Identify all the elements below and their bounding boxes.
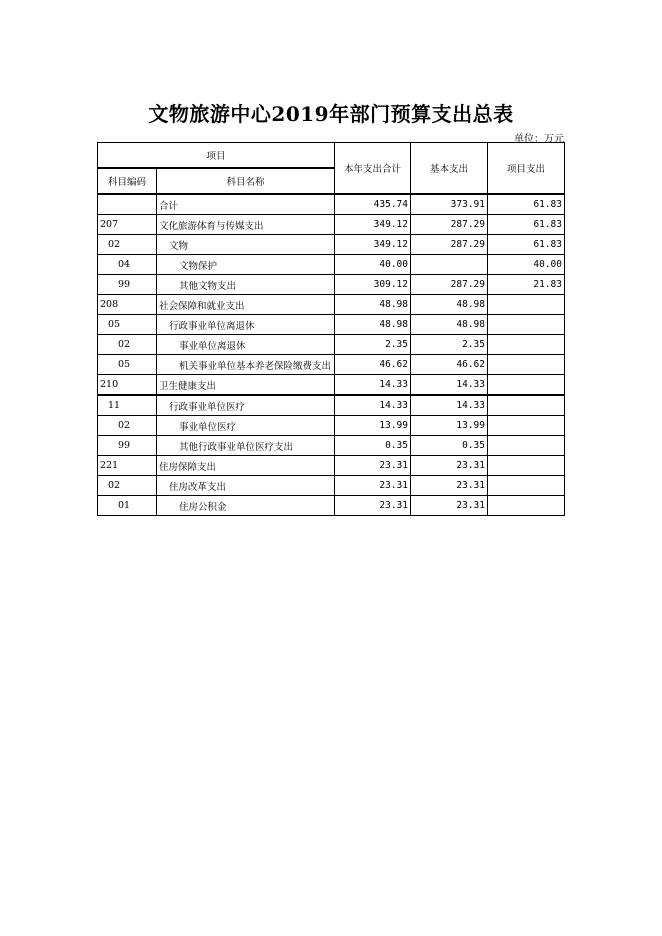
cell-total: 309.12 bbox=[335, 275, 411, 295]
cell-code: 208 bbox=[98, 295, 157, 315]
cell-name: 文物 bbox=[157, 235, 335, 255]
table-row bbox=[98, 215, 565, 235]
cell-basic: 23.31 bbox=[411, 476, 488, 496]
cell-total: 23.31 bbox=[335, 496, 411, 516]
cell-name: 事业单位离退休 bbox=[157, 335, 335, 355]
cell-basic: 287.29 bbox=[411, 235, 488, 255]
cell-name: 行政事业单位医疗 bbox=[157, 395, 335, 416]
header-total: 本年支出合计 bbox=[335, 143, 411, 195]
cell-basic: 48.98 bbox=[411, 295, 488, 315]
cell-proj bbox=[488, 456, 565, 476]
cell-code: 05 bbox=[98, 355, 157, 375]
cell-code: 02 bbox=[98, 476, 157, 496]
cell-basic: 14.33 bbox=[411, 395, 488, 416]
cell-total: 23.31 bbox=[335, 476, 411, 496]
cell-name: 其他文物支出 bbox=[157, 275, 335, 295]
cell-total: 14.33 bbox=[335, 395, 411, 416]
cell-total: 0.35 bbox=[335, 436, 411, 456]
cell-name: 机关事业单位基本养老保险缴费支出 bbox=[157, 355, 335, 375]
cell-total: 40.00 bbox=[335, 255, 411, 275]
cell-code: 02 bbox=[98, 235, 157, 255]
table-row bbox=[98, 496, 565, 516]
cell-proj: 61.83 bbox=[488, 194, 565, 215]
cell-total: 48.98 bbox=[335, 295, 411, 315]
cell-code: 01 bbox=[98, 496, 157, 516]
header-code: 科目编码 bbox=[98, 168, 157, 194]
header-project: 项目 bbox=[98, 143, 335, 169]
cell-basic: 287.29 bbox=[411, 275, 488, 295]
table-row bbox=[98, 355, 565, 375]
cell-name: 事业单位医疗 bbox=[157, 416, 335, 436]
cell-proj bbox=[488, 335, 565, 355]
cell-name: 社会保障和就业支出 bbox=[157, 295, 335, 315]
table-row bbox=[98, 375, 565, 396]
cell-name: 文物保护 bbox=[157, 255, 335, 275]
table-row bbox=[98, 395, 565, 416]
cell-proj bbox=[488, 395, 565, 416]
cell-proj bbox=[488, 476, 565, 496]
cell-code: 207 bbox=[98, 215, 157, 235]
table-row bbox=[98, 194, 565, 215]
cell-code: 11 bbox=[98, 395, 157, 416]
cell-basic: 13.99 bbox=[411, 416, 488, 436]
cell-total: 14.33 bbox=[335, 375, 411, 396]
cell-code: 210 bbox=[98, 375, 157, 396]
cell-proj bbox=[488, 355, 565, 375]
cell-name: 文化旅游体育与传媒支出 bbox=[157, 215, 335, 235]
header-row-1 bbox=[98, 143, 565, 169]
cell-basic: 14.33 bbox=[411, 375, 488, 396]
cell-proj bbox=[488, 295, 565, 315]
table-row bbox=[98, 416, 565, 436]
cell-basic: 373.91 bbox=[411, 194, 488, 215]
cell-proj: 21.83 bbox=[488, 275, 565, 295]
cell-code: 221 bbox=[98, 456, 157, 476]
cell-name: 合计 bbox=[157, 194, 335, 215]
cell-proj bbox=[488, 436, 565, 456]
cell-code: 02 bbox=[98, 335, 157, 355]
unit-label: 单位：万元 bbox=[514, 134, 564, 145]
cell-basic: 23.31 bbox=[411, 496, 488, 516]
cell-proj bbox=[488, 496, 565, 516]
cell-code bbox=[98, 194, 157, 215]
cell-basic: 287.29 bbox=[411, 215, 488, 235]
table-row bbox=[98, 456, 565, 476]
cell-name: 住房改革支出 bbox=[157, 476, 335, 496]
cell-name: 住房公积金 bbox=[157, 496, 335, 516]
cell-basic: 2.35 bbox=[411, 335, 488, 355]
page-title: 文物旅游中心2019年部门预算支出总表 bbox=[148, 102, 514, 126]
table-row bbox=[98, 235, 565, 255]
cell-basic bbox=[411, 255, 488, 275]
cell-name: 住房保障支出 bbox=[157, 456, 335, 476]
table-row bbox=[98, 335, 565, 355]
cell-name: 卫生健康支出 bbox=[157, 375, 335, 396]
cell-proj: 61.83 bbox=[488, 235, 565, 255]
cell-proj bbox=[488, 416, 565, 436]
cell-code: 05 bbox=[98, 315, 157, 335]
cell-total: 435.74 bbox=[335, 194, 411, 215]
cell-basic: 23.31 bbox=[411, 456, 488, 476]
cell-basic: 48.98 bbox=[411, 315, 488, 335]
cell-proj bbox=[488, 375, 565, 396]
cell-basic: 0.35 bbox=[411, 436, 488, 456]
header-basic: 基本支出 bbox=[411, 143, 488, 195]
cell-code: 99 bbox=[98, 436, 157, 456]
cell-code: 99 bbox=[98, 275, 157, 295]
cell-total: 48.98 bbox=[335, 315, 411, 335]
cell-proj: 61.83 bbox=[488, 215, 565, 235]
cell-basic: 46.62 bbox=[411, 355, 488, 375]
table-row bbox=[98, 275, 565, 295]
cell-proj bbox=[488, 315, 565, 335]
table-row bbox=[98, 476, 565, 496]
cell-code: 04 bbox=[98, 255, 157, 275]
table-row bbox=[98, 436, 565, 456]
cell-proj: 40.00 bbox=[488, 255, 565, 275]
table-row bbox=[98, 315, 565, 335]
cell-total: 349.12 bbox=[335, 235, 411, 255]
cell-name: 其他行政事业单位医疗支出 bbox=[157, 436, 335, 456]
cell-code: 02 bbox=[98, 416, 157, 436]
cell-total: 13.99 bbox=[335, 416, 411, 436]
budget-table bbox=[97, 142, 565, 516]
header-proj: 项目支出 bbox=[488, 143, 565, 195]
cell-total: 349.12 bbox=[335, 215, 411, 235]
table-row bbox=[98, 295, 565, 315]
cell-total: 2.35 bbox=[335, 335, 411, 355]
cell-total: 23.31 bbox=[335, 456, 411, 476]
cell-name: 行政事业单位离退休 bbox=[157, 315, 335, 335]
table-row bbox=[98, 255, 565, 275]
cell-total: 46.62 bbox=[335, 355, 411, 375]
header-name: 科目名称 bbox=[157, 168, 335, 194]
